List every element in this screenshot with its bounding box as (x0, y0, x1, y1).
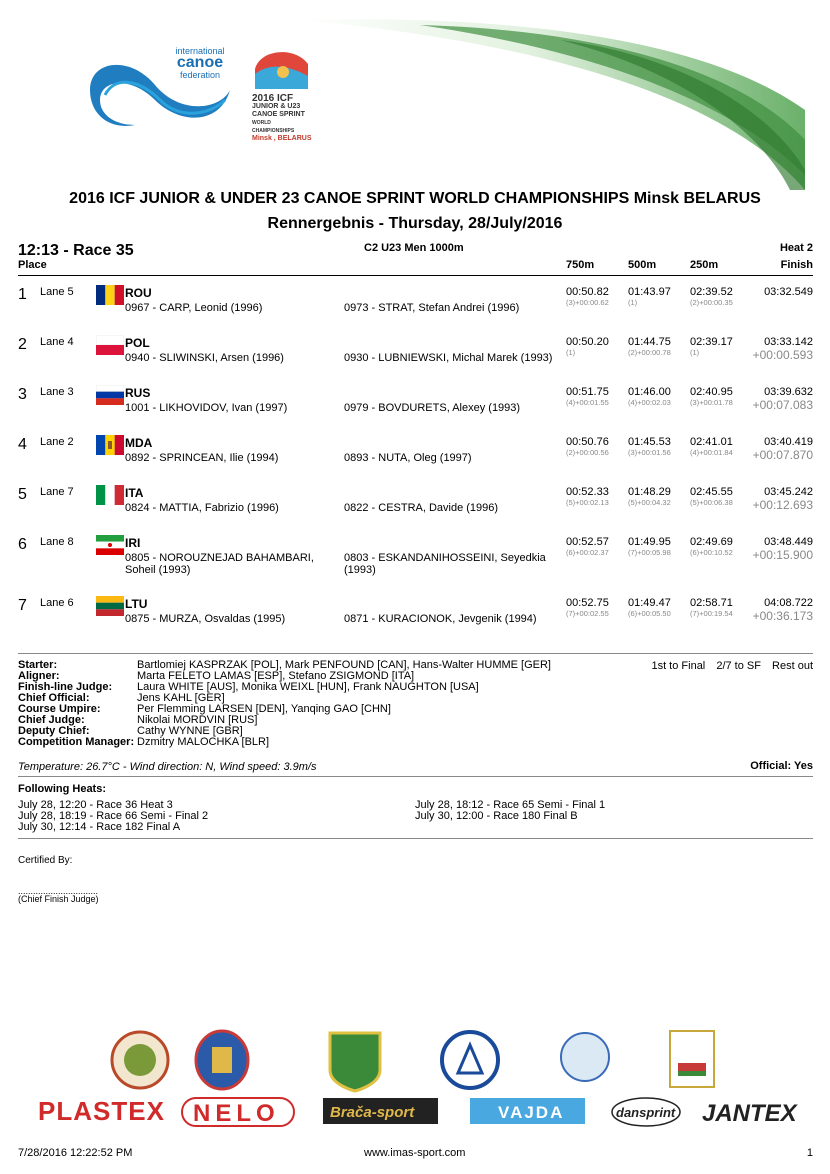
nation-code: RUS (125, 386, 151, 400)
following-heat: July 28, 18:12 - Race 65 Semi - Final 1 (415, 799, 606, 811)
split-time: 02:45.55 (690, 486, 733, 498)
athlete-2: 0822 - CESTRA, Davide (1996) (344, 502, 499, 514)
document-title: 2016 ICF JUNIOR & UNDER 23 CANOE SPRINT WORLD CHAMPIONSHIPS Minsk BELARUS (69, 190, 761, 207)
divider (18, 653, 813, 654)
split-500 (628, 597, 671, 618)
split-500 (628, 386, 671, 407)
heat-label: Heat 2 (779, 242, 813, 254)
result-row (0, 286, 830, 336)
official-role: Chief Official: (18, 692, 90, 704)
sponsor-emblem-3 (330, 1033, 380, 1091)
event-name: C2 U23 Men 1000m (364, 242, 464, 254)
split-time: 02:40.95 (690, 386, 733, 398)
split-rank: (2)+00:00.35 (690, 298, 733, 307)
progression-out: Rest out (772, 660, 813, 672)
sponsor-logos (30, 1025, 800, 1135)
result-row (0, 536, 830, 586)
lane-number: Lane 6 (40, 597, 74, 609)
official-role: Competition Manager: (18, 736, 135, 748)
split-750 (566, 536, 609, 557)
official-names: Per Flemming LARSEN [DEN], Yanqing GAO [CHN] (137, 703, 391, 715)
sponsor-emblem-6 (670, 1031, 714, 1087)
official-row (18, 704, 551, 715)
split-time: 01:49.95 (628, 536, 671, 548)
following-heats-left (18, 800, 208, 833)
lane-number: Lane 8 (40, 536, 74, 548)
lane-number: Lane 3 (40, 386, 74, 398)
official-row (18, 715, 551, 726)
split-time: 00:50.20 (566, 336, 609, 348)
split-250 (690, 386, 733, 407)
certified-by-label: Certified By: (18, 855, 73, 866)
dansprint-logo: dansprint (616, 1105, 676, 1120)
place-number: 5 (18, 486, 27, 503)
country-flag-icon (96, 285, 124, 305)
country-flag-icon (96, 335, 124, 355)
time-behind: +00:36.173 (752, 609, 813, 623)
split-time: 02:39.17 (690, 336, 733, 348)
split-rank: (2)+00:00.56 (566, 448, 609, 457)
split-rank: (6)+00:10.52 (690, 548, 733, 557)
athlete-1: 0875 - MURZA, Osvaldas (1995) (125, 613, 286, 625)
official-role: Course Umpire: (18, 703, 101, 715)
finish-time (753, 386, 813, 412)
split-750 (566, 386, 609, 407)
championship-logo-text (252, 95, 312, 143)
finish-column-header: Finish (780, 259, 813, 271)
nation-code: ROU (125, 286, 152, 300)
icf-logo-line1: international (175, 46, 225, 56)
country-flag-icon (96, 385, 124, 405)
athlete-1: 0967 - CARP, Leonid (1996) (125, 302, 263, 314)
following-heat: July 28, 18:19 - Race 66 Semi - Final 2 (18, 810, 209, 822)
split-750 (566, 597, 609, 618)
following-heat: July 30, 12:14 - Race 182 Final A (18, 821, 181, 833)
split-750-header: 750m (566, 259, 595, 271)
split-250 (690, 336, 733, 357)
finish-time (764, 286, 813, 298)
champ-logo-line3: CANOE SPRINT (252, 111, 305, 118)
following-heats-title: Following Heats: (18, 783, 106, 795)
split-rank: (2)+00:00.78 (628, 348, 671, 357)
split-rank: (4)+00:01.55 (566, 398, 609, 407)
following-heat: July 30, 12:00 - Race 180 Final B (415, 810, 578, 822)
footer-timestamp: 7/28/2016 12:22:52 PM (18, 1147, 133, 1159)
split-time: 02:41.01 (690, 436, 733, 448)
braca-sport-logo: Brača-sport (330, 1104, 415, 1121)
split-rank: (3)+00:00.62 (566, 298, 609, 307)
champ-logo-line1: 2016 ICF (252, 93, 294, 104)
split-time: 01:49.47 (628, 597, 671, 609)
split-250 (690, 597, 733, 618)
official-row (18, 682, 551, 693)
finish-value: 03:45.242 (764, 486, 813, 498)
official-names: Dzmitry MALOCHKA [BLR] (137, 736, 270, 748)
icf-logo-line2: canoe (176, 54, 224, 71)
split-time: 02:49.69 (690, 536, 733, 548)
icf-logo-text (165, 45, 235, 81)
split-250 (690, 536, 733, 557)
official-names: Laura WHITE [AUS], Monika WEIXL [HUN], Frank NAUGHTON [USA] (137, 681, 479, 693)
split-time: 00:52.33 (566, 486, 609, 498)
official-role: Starter: (18, 659, 58, 671)
split-500 (628, 486, 671, 507)
lane-number: Lane 7 (40, 486, 74, 498)
sponsor-emblem-2 (196, 1031, 248, 1089)
athlete-2: 0979 - BOVDURETS, Alexey (1993) (344, 402, 521, 414)
official-role: Finish-line Judge: (18, 681, 113, 693)
lane-number: Lane 4 (40, 336, 74, 348)
footer-url-link[interactable]: www.imas-sport.com (364, 1147, 466, 1159)
split-rank: (1) (566, 348, 576, 357)
official-row (18, 737, 551, 748)
split-750 (566, 286, 609, 307)
lane-number: Lane 2 (40, 436, 74, 448)
finish-time (753, 336, 813, 362)
split-rank: (5)+00:06.38 (690, 498, 733, 507)
split-rank: (5)+00:02.13 (566, 498, 609, 507)
lane-number: Lane 5 (40, 286, 74, 298)
split-rank: (6)+00:02.37 (566, 548, 609, 557)
nation-code: IRI (125, 536, 141, 550)
officials-list (18, 660, 551, 748)
finish-value: 03:48.449 (764, 536, 813, 548)
nation-code: ITA (125, 486, 144, 500)
split-250-header: 250m (690, 259, 719, 271)
nelo-logo: NELO (193, 1100, 280, 1127)
time-behind: +00:07.870 (752, 448, 813, 462)
split-time: 00:52.57 (566, 536, 609, 548)
nation-code: POL (125, 336, 150, 350)
split-rank: (7)+00:05.98 (628, 548, 671, 557)
jantex-logo: JANTEX (702, 1100, 797, 1127)
official-role: Aligner: (18, 670, 60, 682)
page-number: 1 (806, 1147, 813, 1159)
divider (18, 776, 813, 777)
split-750 (566, 436, 609, 457)
split-time: 02:39.52 (690, 286, 733, 298)
finish-time (753, 597, 813, 623)
icf-logo-line3: federation (179, 70, 221, 80)
champ-logo-line5: Minsk , BELARUS (252, 135, 312, 142)
finish-value: 04:08.722 (764, 597, 813, 609)
place-number: 7 (18, 597, 27, 614)
split-time: 00:51.75 (566, 386, 609, 398)
athlete-2: 0893 - NUTA, Oleg (1997) (344, 452, 472, 464)
finish-time (753, 536, 813, 562)
champ-logo-line2: JUNIOR & U23 (252, 103, 301, 110)
sponsor-emblem-1 (112, 1032, 168, 1088)
athlete-2: 0803 - ESKANDANIHOSSEINI, Seyedkia (1993) (344, 552, 546, 576)
progression-sf: 2/7 to SF (716, 660, 761, 672)
header-rule (18, 275, 813, 276)
split-750 (566, 336, 609, 357)
official-names: Nikolai MORDVIN [RUS] (137, 714, 258, 726)
country-flag-icon (96, 596, 124, 616)
split-rank: (1) (690, 348, 700, 357)
country-flag-icon (96, 435, 124, 455)
athlete-1: 1001 - LIKHOVIDOV, Ivan (1997) (125, 402, 288, 414)
following-heats-right (415, 800, 605, 822)
official-names: Cathy WYNNE [GBR] (137, 725, 243, 737)
split-500-header: 500m (628, 259, 657, 271)
time-behind: +00:00.593 (752, 348, 813, 362)
divider (18, 838, 813, 839)
athlete-1: 0892 - SPRINCEAN, Ilie (1994) (125, 452, 279, 464)
athlete-1: 0824 - MATTIA, Fabrizio (1996) (125, 502, 279, 514)
official-names: Marta FELETO LAMAS [ESP], Stefano ZSIGMOND [ITA] (137, 670, 415, 682)
country-flag-icon (96, 485, 124, 505)
result-row (0, 436, 830, 486)
split-rank: (3)+00:01.78 (690, 398, 733, 407)
split-time: 00:50.82 (566, 286, 609, 298)
official-status: Official: Yes (750, 760, 813, 772)
signature-line: ................................ (18, 886, 99, 896)
plastex-logo: PLASTEX (38, 1096, 165, 1126)
finish-time (753, 486, 813, 512)
sponsor-emblem-5 (561, 1033, 609, 1081)
split-time: 01:45.53 (628, 436, 671, 448)
finish-value: 03:33.142 (764, 336, 813, 348)
athlete-2: 0973 - STRAT, Stefan Andrei (1996) (344, 302, 520, 314)
signature-block (18, 887, 99, 903)
result-row (0, 486, 830, 536)
athlete-1: 0940 - SLIWINSKI, Arsen (1996) (125, 352, 284, 364)
progression-rules (643, 660, 813, 672)
official-role: Chief Judge: (18, 714, 85, 726)
signature-label: (Chief Finish Judge) (18, 894, 99, 904)
split-rank: (1) (628, 298, 638, 307)
official-role: Deputy Chief: (18, 725, 90, 737)
split-500 (628, 336, 671, 357)
weather-conditions: Temperature: 26.7°C - Wind direction: N, Wind speed: 3.9m/s (18, 761, 317, 773)
split-rank: (4)+00:01.84 (690, 448, 733, 457)
split-250 (690, 486, 733, 507)
place-number: 6 (18, 536, 27, 553)
split-rank: (6)+00:05.50 (628, 609, 671, 618)
split-time: 02:58.71 (690, 597, 733, 609)
following-heat: July 28, 12:20 - Race 36 Heat 3 (18, 799, 173, 811)
official-names: Bartlomiej KASPRZAK [POL], Mark PENFOUND [CAN], Hans-Walter HUMME [GER] (137, 659, 551, 671)
nation-code: LTU (125, 597, 148, 611)
sponsor-emblem-4 (442, 1032, 498, 1088)
split-time: 00:50.76 (566, 436, 609, 448)
race-time-number: 12:13 - Race 35 (18, 242, 134, 259)
vajda-logo: VAJDA (498, 1103, 565, 1122)
split-time: 01:43.97 (628, 286, 671, 298)
champ-logo-line4: WORLD CHAMPIONSHIPS (252, 120, 295, 134)
finish-time (753, 436, 813, 462)
split-250 (690, 286, 733, 307)
time-behind: +00:12.693 (752, 498, 813, 512)
place-number: 2 (18, 336, 27, 353)
split-time: 01:46.00 (628, 386, 671, 398)
result-row (0, 386, 830, 436)
split-time: 00:52.75 (566, 597, 609, 609)
place-number: 4 (18, 436, 27, 453)
place-column-header: Place (18, 259, 47, 271)
split-500 (628, 286, 671, 307)
split-250 (690, 436, 733, 457)
progression-final: 1st to Final (651, 660, 706, 672)
document-subtitle: Rennergebnis - Thursday, 28/July/2016 (267, 215, 563, 232)
result-row (0, 336, 830, 386)
place-number: 3 (18, 386, 27, 403)
athlete-1: 0805 - NOROUZNEJAD BAHAMBARI, Soheil (1993) (125, 552, 314, 576)
split-rank: (4)+00:02.03 (628, 398, 671, 407)
split-rank: (3)+00:01.56 (628, 448, 671, 457)
split-time: 01:44.75 (628, 336, 671, 348)
finish-value: 03:40.419 (764, 436, 813, 448)
result-row (0, 597, 830, 647)
time-behind: +00:15.900 (752, 548, 813, 562)
official-names: Jens KAHL [GER] (137, 692, 225, 704)
split-500 (628, 536, 671, 557)
split-rank: (5)+00:04.32 (628, 498, 671, 507)
finish-value: 03:32.549 (764, 286, 813, 298)
time-behind: +00:07.083 (752, 398, 813, 412)
finish-value: 03:39.632 (764, 386, 813, 398)
split-rank: (7)+00:02.55 (566, 609, 609, 618)
nation-code: MDA (125, 436, 153, 450)
split-rank: (7)+00:19.54 (690, 609, 733, 618)
split-500 (628, 436, 671, 457)
split-time: 01:48.29 (628, 486, 671, 498)
split-750 (566, 486, 609, 507)
athlete-2: 0871 - KURACIONOK, Jevgenik (1994) (344, 613, 537, 625)
country-flag-icon (96, 535, 124, 555)
athlete-2: 0930 - LUBNIEWSKI, Michal Marek (1993) (344, 352, 553, 364)
place-number: 1 (18, 286, 27, 303)
